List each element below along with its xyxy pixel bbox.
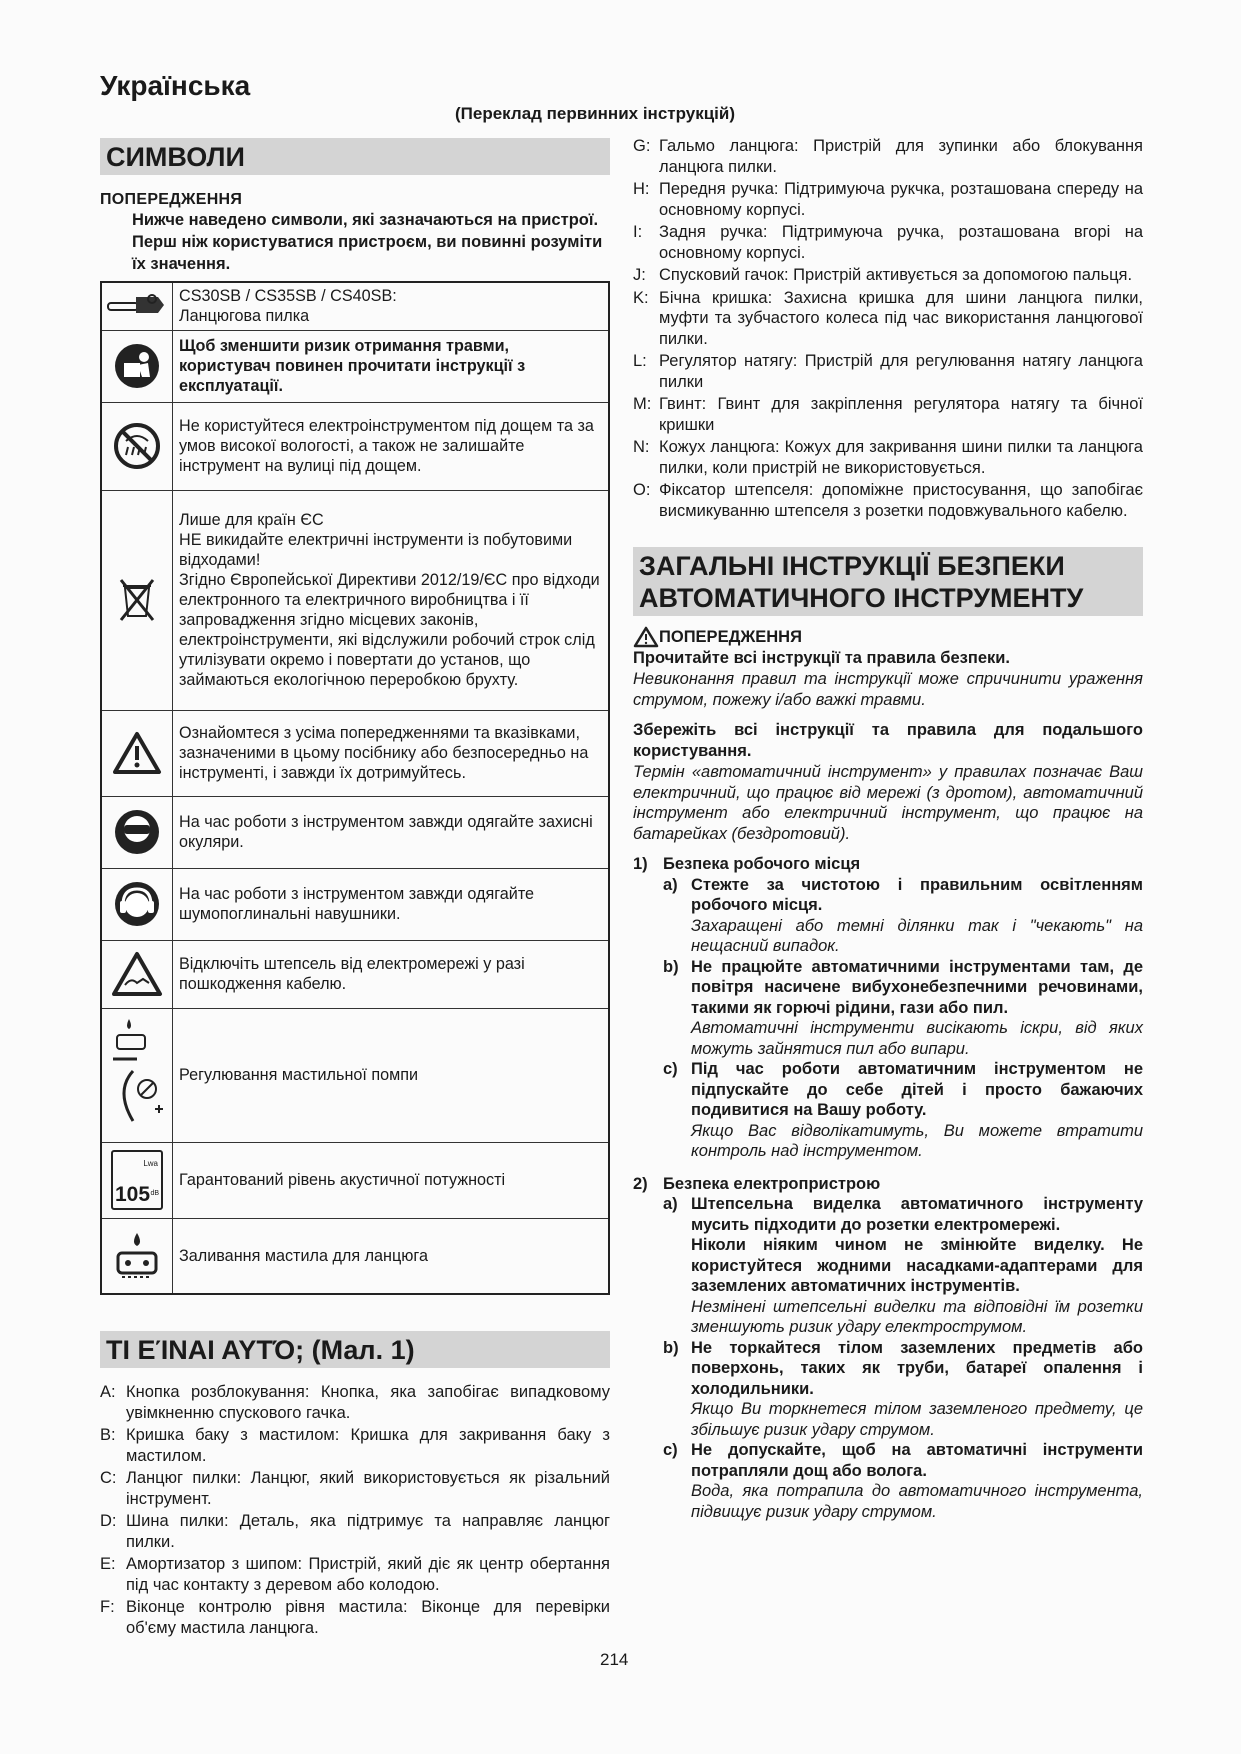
symbol-text: На час роботи з інструментом завжди одягайте шумопоглинальні навушники. [173, 868, 610, 940]
warning-triangle-icon [101, 710, 173, 796]
list-item: A: Кнопка розблокування: Кнопка, яка запобігає випадковому увімкненню спускового гачка. [100, 1383, 610, 1422]
symbol-row [101, 1142, 609, 1218]
list-item: b) Не торкайтеся тілом заземлених предметів або поверхонь, таких як труби, батареї опалення і холодильники. Якщо Ви торкнетеся тілом заземленого предмету, це збільшує ризик удару струмом. [663, 1338, 1143, 1439]
list-item: C: Ланцюг пилки: Ланцюг, який використовується як різальний інструмент. [100, 1469, 610, 1508]
no-rain-icon [101, 402, 173, 490]
list-item: M: Гвинт: Гвинт для закріплення регулятора натягу та бічної кришки [633, 395, 1143, 434]
list-item: E: Амортизатор з шипом: Пристрій, який діє як центр обертання під час контакту з деревом або колодою. [100, 1555, 610, 1594]
symbol-text: Ознайомтеся з усіма попередженнями та вказівками, зазначеними в цьому посібнику або безпосередньо на інструменті, і завжди їх дотримуйтесь. [173, 710, 610, 796]
symbol-text: CS30SB / CS35SB / CS40SB: Ланцюгова пилка [173, 282, 610, 330]
section-heading: 1) Безпека робочого місця [633, 855, 861, 873]
language-heading: Українська [100, 70, 251, 101]
symbol-text: Регулювання мастильної помпи [173, 1008, 610, 1142]
list-item: a) Штепсельна виделка автоматичного інструменту мусить підходити до розетки електромережі. Ніколи ніяким чином не змінюйте виделку. Не користуйтеся жодними насадками-адаптерами для заземлених автоматичних інструментів. Незмінені штепсельні виделки та відповідні їм розетки зменшують ризик удару електрострумом. [663, 1195, 1143, 1336]
symbols-warning-heading: ПОПЕРЕДЖЕННЯ [100, 191, 243, 208]
safety-section-title: ЗАГАЛЬНІ ІНСТРУКЦІЇ БЕЗПЕКИ АВТОМАТИЧНОГО ІНСТРУМЕНТУ [633, 547, 1143, 616]
read-all-note: Невиконання правил та інструкції може спричинити ураження струмом, пожежу і/або важкі травми. [633, 670, 1143, 709]
list-item: B: Кришка баку з мастилом: Кришка для закривання баку з мастилом. [100, 1426, 610, 1465]
right-column [633, 136, 1143, 1522]
list-item: K: Бічна кришка: Захисна кришка для шини ланцюга пилки, муфти та зубчастого колеса під час використання ланцюгової пилки. [633, 288, 1143, 348]
symbol-row [101, 1008, 609, 1142]
sound-power-icon [101, 1142, 173, 1218]
warning-triangle-icon [633, 626, 659, 648]
translation-note: (Переклад первинних інструкцій) [455, 104, 736, 123]
symbol-row [101, 710, 609, 796]
list-item: H: Передня ручка: Підтримуюча рукчка, розташована спереду на основному корпусі. [633, 180, 1143, 219]
symbol-row [101, 796, 609, 868]
list-item: c) Під час роботи автоматичним інструментом не підпускайте до себе дітей і просто бажаючих подивитися на Вашу роботу. Якщо Вас відволікатимуть, Ви можете втратити контроль над інструментом. [663, 1060, 1143, 1160]
safety-warning-heading: ПОПЕРЕДЖЕННЯ [659, 627, 802, 646]
symbol-text: Не користуйтеся електроінструментом під дощем та за умов високої вологості, а також не залишайте інструмент на вулиці під дощем. [173, 402, 610, 490]
weee-bin-icon [101, 490, 173, 710]
list-item: L: Регулятор натягу: Пристрій для регулювання натягу ланцюга пилки [633, 352, 1143, 391]
parts-list-right [633, 136, 1143, 521]
list-item: D: Шина пилки: Деталь, яка підтримує та направляє ланцюг пилки. [100, 1512, 610, 1551]
parts-list-left [100, 1382, 610, 1638]
left-column [100, 138, 610, 1640]
symbols-table [100, 281, 610, 1295]
ear-protection-icon [101, 868, 173, 940]
symbols-warning-intro: Нижче наведено символи, які зазначаються на пристрої. Перш ніж користуватися пристроєм, ви повинні розуміти їх значення. [132, 211, 603, 273]
oil-pump-adjust-icon [101, 1008, 173, 1142]
keep-instructions: Збережіть всі інструкції та правила для подальшого користування. [633, 721, 1143, 760]
list-item: G: Гальмо ланцюга: Пристрій для зупинки або блокування ланцюга пилки. [633, 137, 1143, 176]
symbol-text: На час роботи з інструментом завжди одягайте захисні окуляри. [173, 796, 610, 868]
symbol-row [101, 402, 609, 490]
oil-fill-icon [101, 1218, 173, 1294]
what-is-section-title: ΤΙ ΕΊΝΑΙ ΑΥΤΌ; (Мал. 1) [100, 1331, 610, 1368]
sound-value: 105 [115, 1183, 151, 1206]
symbol-row [101, 1218, 609, 1294]
list-item: a) Стежте за чистотою і правильним освітленням робочого місця. Захаращені або темні ділянки так і "чекають" на нещасний випадок. [663, 875, 1143, 955]
symbol-row [101, 282, 609, 330]
list-item: F: Віконце контролю рівня мастила: Віконце для перевірки об'єму мастила ланцюга. [100, 1598, 610, 1637]
cable-damage-icon [101, 940, 173, 1008]
symbol-row [101, 330, 609, 402]
symbol-row [101, 490, 609, 710]
term-note: Термін «автоматичний інструмент» у правилах позначає Ваш електричний, що працює від мережі (з дротом), автоматичний інструмент або електричний інструмент, що працює на батарейках (бездротовий). [633, 763, 1143, 843]
safety-work-area [633, 854, 1143, 1162]
list-item: O: Фіксатор штепселя: допоміжне пристосування, що запобігає висмикуванню штепселя з розетки подовжувального кабелю. [633, 481, 1143, 520]
page-number: 214 [600, 1650, 629, 1669]
list-item: J: Спусковий гачок: Пристрій активується за допомогою пальця. [633, 266, 1133, 284]
symbol-row [101, 868, 609, 940]
sound-label: Lwa [143, 1159, 158, 1168]
sound-unit: dB [150, 1190, 159, 1197]
section-heading: 2) Безпека електропристрою [633, 1174, 881, 1193]
safety-goggles-icon [101, 796, 173, 868]
list-item: c) Не допускайте, щоб на автоматичні інструменти потрапляли дощ або волога. Вода, яка потрапила до автоматичного інструмента, підвищує ризик удару струмом. [663, 1441, 1143, 1521]
list-item: b) Не працюйте автоматичними інструментами там, де повітря насичене вибухонебезпечними речовинами, такими як горючі рідини, гази або пил. Автоматичні інструменти висікають іскри, від яких можуть зайнятися пил або випари. [663, 957, 1143, 1058]
symbol-text: Заливання мастила для ланцюга [173, 1218, 610, 1294]
list-item: I: Задня ручка: Підтримуюча ручка, розташована вгорі на основному корпусі. [633, 223, 1143, 262]
list-item: N: Кожух ланцюга: Кожух для закривання шини пилки та ланцюга пилки, коли пристрій не використовується. [633, 438, 1143, 477]
safety-electrical [633, 1174, 1143, 1523]
read-all-instructions: Прочитайте всі інструкції та правила безпеки. [633, 649, 1010, 667]
read-manual-icon [101, 330, 173, 402]
symbol-text: Щоб зменшити ризик отримання травми, користувач повинен прочитати інструкції з експлуатації. [173, 330, 610, 402]
symbol-text: Гарантований рівень акустичної потужності [173, 1142, 610, 1218]
symbol-text: Лише для країн ЄС НЕ викидайте електричні інструменти із побутовими відходами! Згідно Європейської Директиви 2012/19/ЄС про відходи електронного та електричного виробництва і її запровадження згідно місцевих законів, електроінструменти, які відслужили робочий строк слід утилізувати окремо і повертати до установ, що займаються екологічною переробкою брухту. [173, 490, 610, 710]
chainsaw-icon [101, 282, 173, 330]
symbols-section-title: СИМВОЛИ [100, 138, 610, 175]
safety-warning-heading-row [633, 626, 1143, 648]
symbol-row [101, 940, 609, 1008]
symbol-text: Відключіть штепсель від електромережі у разі пошкодження кабелю. [173, 940, 610, 1008]
